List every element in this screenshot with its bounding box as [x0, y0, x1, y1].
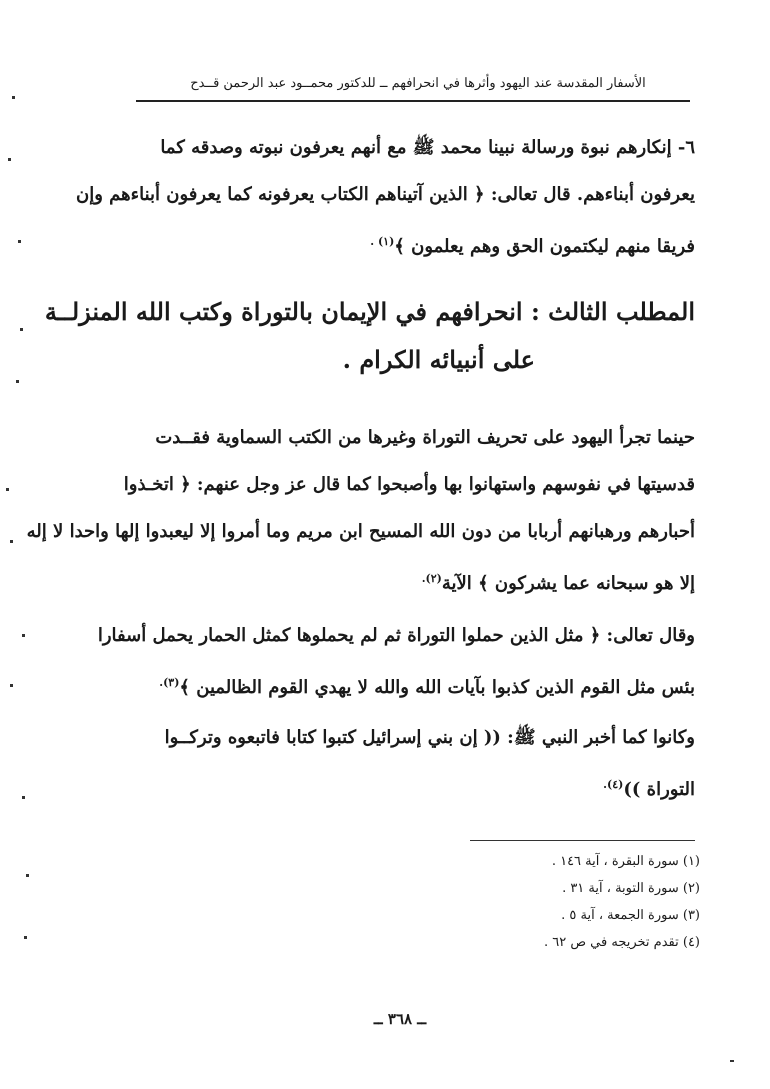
paragraph-line: [120, 218, 695, 265]
paragraph-4: [120, 714, 695, 808]
scan-speck: [6, 488, 9, 491]
footnote: (٤) تقدم تخريجه في ص ٦٢ .: [543, 935, 700, 950]
footnote-ref: (٢).: [421, 572, 442, 585]
header-rule: [136, 100, 690, 102]
scan-speck: [16, 380, 19, 383]
scan-speck: [18, 240, 21, 243]
paragraph-line: ٦- إنكارهم نبوة ورسالة نبينا محمد ﷺ مع أنهم يعرفون نبوته وصدقه كما: [160, 137, 695, 158]
scan-speck: [12, 96, 15, 99]
scan-speck: [26, 874, 29, 877]
paragraph-2: [26, 414, 695, 602]
paragraph-line: حينما تجرأ اليهود على تحريف التوراة وغيرها من الكتب السماوية فقــدت: [155, 427, 695, 448]
paragraph-line: [120, 761, 695, 808]
footnote: (١) سورة البقرة ، آية ١٤٦ .: [551, 854, 700, 869]
paragraph-line-text: فريقا منهم ليكتمون الحق وهم يعلمون ﴾: [394, 236, 695, 257]
footnote-rule: [470, 840, 695, 841]
paragraph-line-text: بئس مثل القوم الذين كذبوا بآيات الله والله لا يهدي القوم الظالمين ﴾: [179, 677, 695, 698]
scan-speck: [10, 684, 13, 687]
footnote: (٣) سورة الجمعة ، آية ٥ .: [561, 908, 700, 923]
footnote-ref: (١) .: [370, 235, 395, 248]
paragraph-3: [97, 612, 695, 706]
scan-speck: [20, 328, 23, 331]
paragraph-1: [75, 124, 695, 265]
scan-speck: [22, 796, 25, 799]
scan-speck: [22, 634, 25, 637]
heading-line: على أنبيائه الكرام .: [342, 345, 535, 374]
paragraph-line: وكانوا كما أخبر النبي ﷺ: (( إن بني إسرائيل كتبوا كتابا فاتبعوه وتركــوا: [164, 727, 695, 748]
footnote-ref: (٤).: [603, 778, 624, 791]
paragraph-line: وقال تعالى: ﴿ مثل الذين حملوا التوراة ثم لم يحملوها كمثل الحمار يحمل أسفارا: [97, 625, 695, 646]
footnote-ref: (٣).: [159, 676, 180, 689]
paragraph-line: [120, 659, 695, 706]
paragraph-line: [120, 555, 695, 602]
scan-speck: [8, 158, 11, 161]
heading-line: المطلب الثالث : انحرافهم في الإيمان بالتوراة وكتب الله المنزلــة: [44, 297, 695, 326]
paragraph-line-text: إلا هو سبحانه عما يشركون ﴾ الآية: [441, 573, 695, 594]
footnotes: [420, 848, 700, 956]
paragraph-line-text: التوراة )): [623, 779, 695, 800]
paragraph-line: أحبارهم ورهبانهم أربابا من دون الله المسيح ابن مريم وما أمروا إلا ليعبدوا إلها واحدا لا إله: [26, 521, 695, 542]
scan-speck: [24, 936, 27, 939]
page-number: ــ ٣٦٨ ــ: [373, 1010, 427, 1028]
paragraph-line: قدسيتها في نفوسهم واستهانوا بها وأصبحوا كما قال عز وجل عنهم: ﴿ اتخـذوا: [123, 474, 695, 495]
scan-speck: [730, 1060, 734, 1062]
scan-speck: [10, 540, 13, 543]
section-heading: [44, 288, 695, 384]
running-header: الأسفار المقدسة عند اليهود وأثرها في انحرافهم ــ للدكتور محمــود عبد الرحمن قــدح: [190, 76, 646, 91]
paragraph-line: يعرفون أبناءهم. قال تعالى: ﴿ الذين آتيناهم الكتاب يعرفونه كما يعرفون أبناءهم وإن: [75, 184, 695, 205]
footnote: (٢) سورة التوبة ، آية ٣١ .: [562, 881, 700, 896]
